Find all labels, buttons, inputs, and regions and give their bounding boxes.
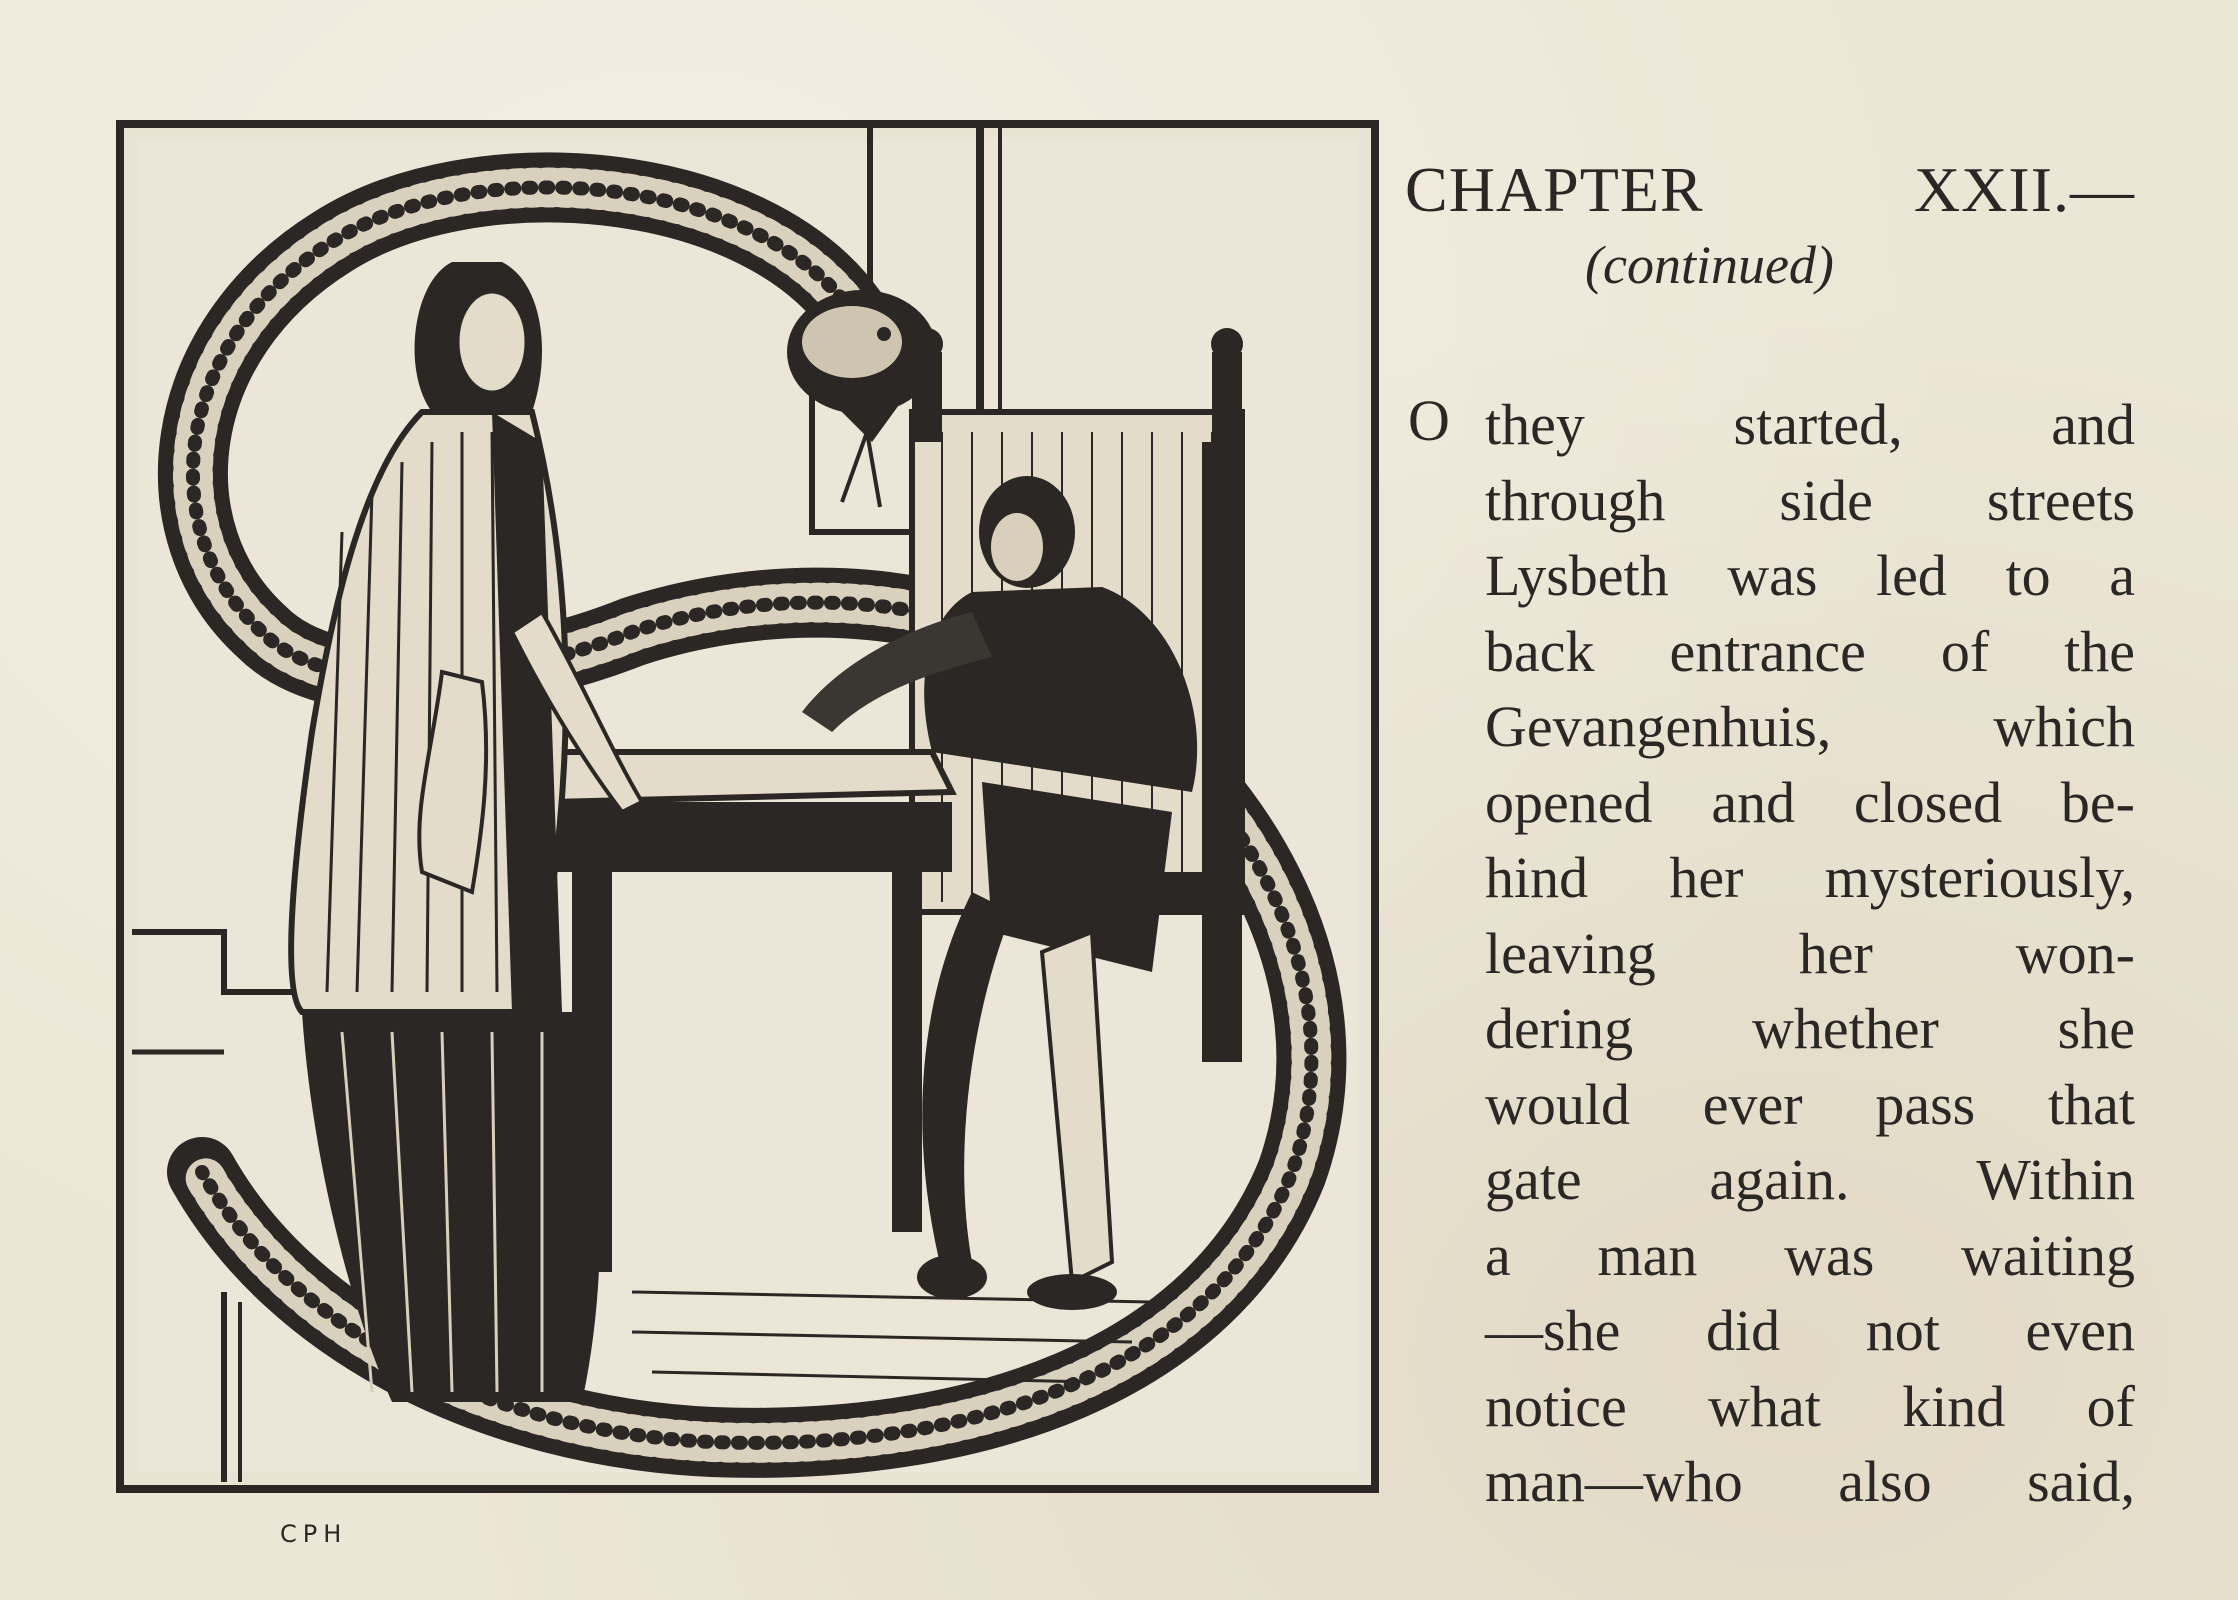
text-line: they started, and (1485, 392, 2135, 457)
chapter-heading (1405, 154, 2135, 225)
text-line: —she did not even (1485, 1298, 2135, 1363)
text-line: Lysbeth was led to a (1485, 543, 2135, 608)
text-line: back entrance of the (1485, 618, 2135, 684)
text-line: opened and closed be- (1485, 769, 2135, 835)
chapter-word: CHAPTER (1405, 154, 1704, 225)
text-line: a man was waiting (1485, 1222, 2135, 1288)
text-line: gate again. Within (1485, 1147, 2135, 1212)
decorated-initial-illustration (112, 112, 1382, 1548)
dropcap-remainder: O (1408, 388, 1450, 453)
text-line: would ever pass that (1485, 1071, 2135, 1137)
chapter-subtitle: (continued) (1585, 235, 1834, 295)
text-line: hind her mysteriously, (1485, 845, 2135, 910)
chapter-number: XXII.— (1913, 154, 2135, 225)
body-text (1485, 387, 2135, 1520)
text-line: notice what kind of (1485, 1373, 2135, 1439)
initial-s-serpent-artwork (112, 112, 1382, 1502)
text-line: leaving her won- (1485, 920, 2135, 986)
artist-signature: CPH (280, 1520, 348, 1548)
text-line: dering whether she (1485, 996, 2135, 1061)
text-line: through side streets (1485, 467, 2135, 533)
text-line: Gevangenhuis, which (1485, 694, 2135, 759)
text-line: man—who also said, (1485, 1449, 2135, 1514)
